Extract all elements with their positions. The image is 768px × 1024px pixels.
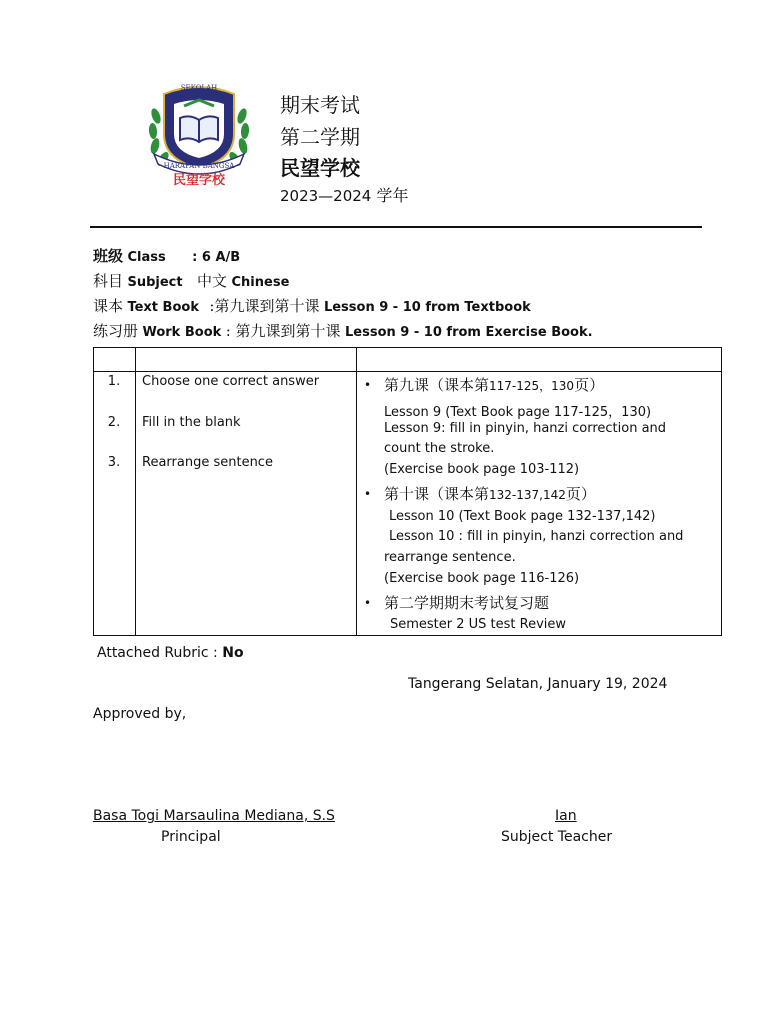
table-header-divider — [94, 371, 721, 372]
lesson9-task-cont: count the stroke. — [384, 441, 495, 456]
lesson9-textbook: Lesson 9 (Text Book page 117-125，130) — [384, 405, 652, 420]
teacher-role: Subject Teacher — [501, 829, 613, 845]
textbook-line — [93, 295, 531, 316]
approved-by: Approved by, — [93, 706, 187, 722]
subject-value-en: Chinese — [231, 275, 290, 290]
table-column-divider — [135, 348, 136, 635]
lesson9-heading-text: 第九课（课本第 — [384, 376, 490, 394]
workbook-value-en: Lesson 9 - 10 from Exercise Book. — [345, 325, 593, 340]
table-column-divider — [356, 348, 357, 635]
lesson10-textbook: Lesson 10 (Text Book page 132-137,142) — [389, 509, 656, 524]
exam-scope-table — [93, 347, 722, 636]
class-value: : 6 A/B — [192, 250, 241, 265]
lesson9-exercise: (Exercise book page 103-112) — [384, 462, 580, 477]
question-type: Choose one correct answer — [142, 374, 320, 389]
question-type: Fill in the blank — [142, 415, 241, 430]
place-date: Tangerang Selatan, January 19, 2024 — [408, 676, 668, 692]
workbook-line — [93, 320, 593, 341]
review-line: Semester 2 US test Review — [390, 617, 567, 632]
row-number: 1. — [107, 374, 121, 389]
bullet-point: • — [364, 596, 372, 610]
textbook-value-zh: :第九课到第十课 — [209, 297, 320, 315]
lesson9-heading — [384, 374, 604, 395]
subject-line — [93, 270, 289, 291]
class-label-zh: 班级 — [93, 247, 124, 265]
academic-year — [280, 183, 408, 206]
textbook-label-en: Text Book — [127, 300, 199, 315]
exam-title: 期末考试 — [280, 93, 360, 117]
school-logo — [148, 76, 250, 188]
principal-role: Principal — [161, 829, 221, 845]
header-divider — [90, 226, 702, 228]
academic-year-value: 2023—2024 — [280, 187, 372, 205]
subject-value-zh: 中文 — [197, 272, 228, 290]
lesson9-heading-end: 页） — [574, 376, 605, 394]
row-number: 2. — [107, 415, 121, 430]
lesson10-task-cont: rearrange sentence. — [384, 550, 516, 565]
svg-text:民望学校: 民望学校 — [172, 173, 226, 188]
lesson10-heading-end: 页） — [565, 485, 596, 503]
bullet-point: • — [364, 378, 372, 392]
workbook-label-zh: 练习册 — [93, 322, 139, 340]
textbook-label-zh: 课本 — [93, 297, 124, 315]
rubric-value: No — [222, 645, 244, 661]
class-label-en: Class — [127, 250, 166, 265]
question-type: Rearrange sentence — [142, 455, 273, 470]
attached-rubric — [97, 645, 244, 661]
teacher-name: Ian — [555, 808, 577, 824]
workbook-value-zh: : 第九课到第十课 — [225, 322, 341, 340]
subject-label-en: Subject — [127, 275, 183, 290]
principal-name: Basa Togi Marsaulina Mediana, S.S — [93, 808, 335, 824]
academic-year-suffix: 学年 — [371, 186, 409, 205]
class-line — [93, 245, 240, 266]
textbook-value-en: Lesson 9 - 10 from Textbook — [323, 300, 531, 315]
lesson10-heading-pages: 132-137,142 — [489, 488, 566, 502]
semester-title: 第二学期 — [280, 125, 360, 149]
review-heading: 第二学期期末考试复习题 — [384, 594, 550, 612]
lesson10-heading — [384, 483, 596, 504]
bullet-point: • — [364, 487, 372, 501]
rubric-label: Attached Rubric : — [97, 645, 223, 661]
svg-text:HARAPAN BANGSA: HARAPAN BANGSA — [163, 162, 235, 170]
row-number: 3. — [107, 455, 121, 470]
lesson9-heading-pages: 117-125，130 — [489, 379, 575, 393]
lesson9-task: Lesson 9: fill in pinyin, hanzi correction and — [384, 421, 667, 436]
lesson10-exercise: (Exercise book page 116-126) — [384, 571, 580, 586]
svg-text:SEKOLAH: SEKOLAH — [180, 84, 218, 92]
lesson10-task: Lesson 10 : fill in pinyin, hanzi correction and — [389, 529, 684, 544]
lesson10-heading-text: 第十课（课本第 — [384, 485, 490, 503]
workbook-label-en: Work Book — [142, 325, 222, 340]
subject-label-zh: 科目 — [93, 272, 124, 290]
school-name: 民望学校 — [280, 156, 360, 180]
